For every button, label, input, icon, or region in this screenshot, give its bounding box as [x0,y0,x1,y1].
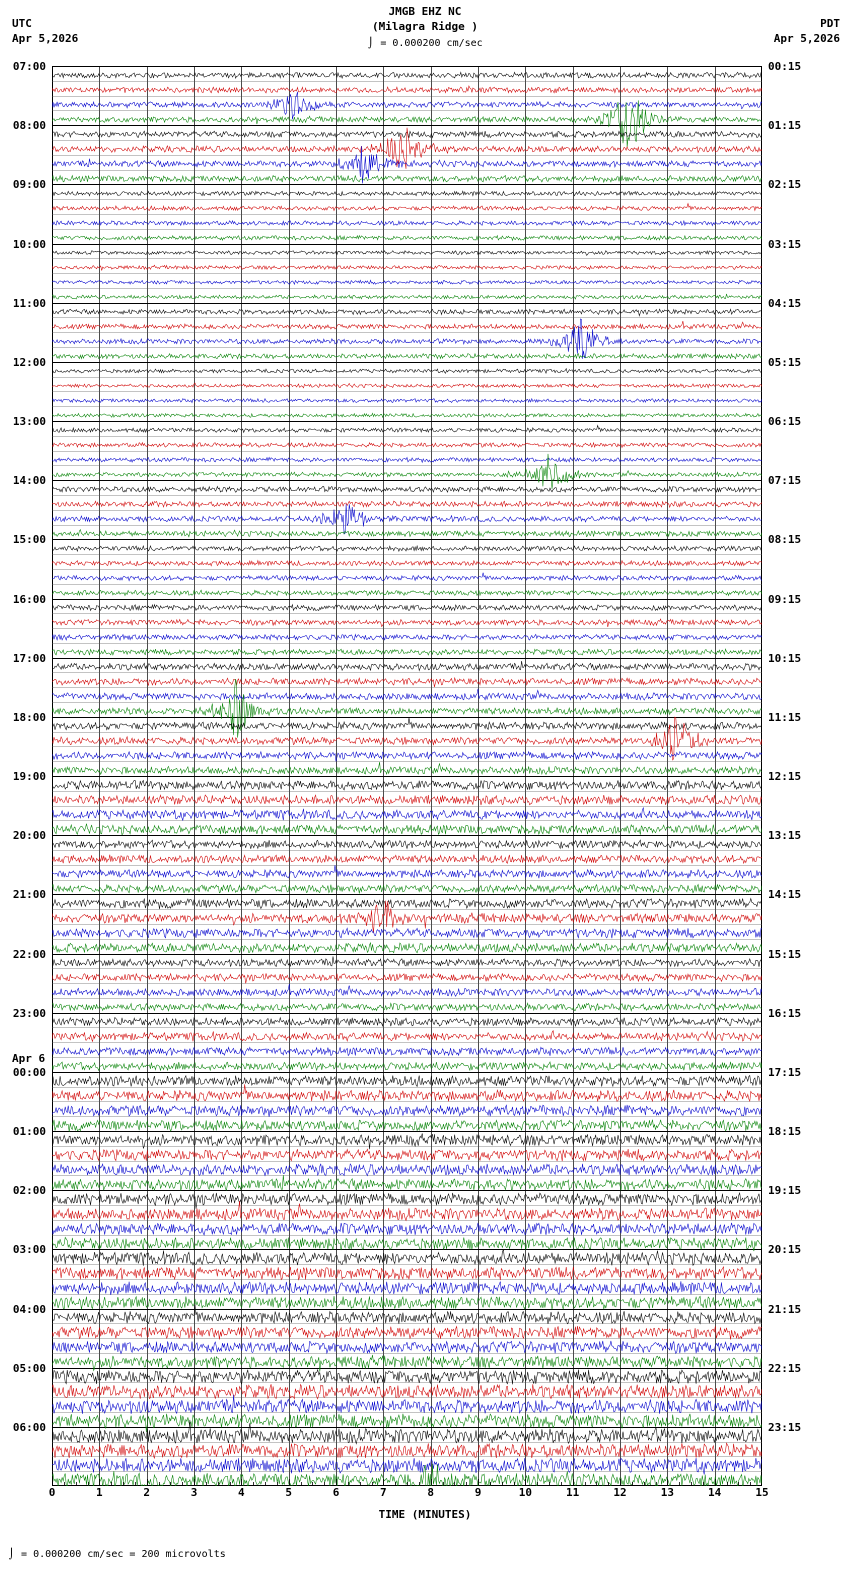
trace-line [52,590,762,596]
trace-line [52,840,762,849]
utc-hour-label: 23:00 [12,1006,46,1020]
trace-line [52,86,762,93]
x-tick-label: 6 [332,1486,340,1499]
x-tick-label: 11 [566,1486,580,1499]
trace-line [52,795,762,805]
trace-line [52,294,762,299]
utc-hour-label: 16:00 [12,592,46,606]
trace-line [52,354,762,359]
trace-line [52,956,762,966]
trace-line [52,1237,762,1251]
trace-line [52,943,762,953]
trace-line [52,457,762,462]
utc-hour-label: 20:00 [12,829,46,843]
footer-note-text: = 0.000200 cm/sec = 200 microvolts [21,1549,226,1560]
x-tick-label: 7 [380,1486,387,1499]
trace-line [52,901,762,933]
station-title-block [0,4,850,34]
trace-line [52,1341,762,1354]
trace-line [52,718,762,730]
pdt-hour-label: 20:15 [768,1243,802,1257]
pdt-hour-label: 10:15 [768,651,802,665]
trace-line [52,204,762,211]
utc-hour-label: 04:00 [12,1302,46,1316]
x-tick-label: 12 [613,1486,627,1499]
trace-line [52,678,762,687]
utc-hour-label: 18:00 [12,710,46,724]
x-tick-label: 1 [96,1486,103,1499]
trace-line [52,72,762,78]
page-title: JMGB EHZ NC [388,5,462,18]
utc-hour-label: 17:00 [12,651,46,665]
helicorder-plot [52,66,762,1486]
x-tick-label: 9 [474,1486,482,1499]
utc-label: UTC [12,17,32,30]
trace-line [52,898,762,909]
utc-date: Apr 5,2026 [12,32,79,45]
trace-line [52,679,762,738]
scale-legend [0,38,850,49]
trace-line [52,619,762,627]
trace-line [52,884,762,893]
trace-line [52,369,762,374]
trace-line [52,92,762,120]
trace-line [52,501,762,507]
x-tick-label: 3 [190,1486,198,1499]
utc-hour-label: 22:00 [12,947,46,961]
trace-line [52,1018,762,1027]
trace-line [52,808,762,821]
x-tick-label: 13 [660,1486,674,1499]
x-axis-title: TIME (MINUTES) [378,1508,472,1521]
trace-line [52,1458,762,1474]
pdt-header [774,16,840,46]
trace-line [52,824,762,835]
utc-hour-label: 19:00 [12,770,46,783]
trace-line [52,928,762,938]
x-tick-label: 8 [427,1486,434,1499]
trace-line [52,425,762,432]
trace-line [52,1175,762,1190]
pdt-hour-label: 09:15 [768,592,802,606]
trace-line [52,1149,762,1161]
pdt-hour-label: 15:15 [768,947,802,961]
trace-line [52,221,762,226]
trace-line [52,634,762,640]
trace-line [52,1443,762,1458]
trace-line [52,605,762,611]
pdt-hour-label: 17:15 [768,1065,802,1079]
x-tick-label: 2 [143,1486,150,1499]
trace-line [52,1062,762,1071]
pdt-hour-label: 07:15 [768,474,802,488]
utc-hour-label: 14:00 [12,474,46,488]
trace-line [52,191,762,196]
trace-line [52,251,762,256]
utc-hour-label: 00:00 [12,1065,46,1079]
pdt-hour-label: 01:15 [768,119,802,133]
trace-line [52,973,762,983]
trace-line [52,762,762,774]
trace-line [52,855,762,864]
trace-line [52,1084,762,1101]
trace-line [52,486,762,492]
trace-line [52,1031,762,1042]
pdt-hour-label: 04:15 [768,296,802,310]
trace-line [52,865,762,878]
trace-line [52,1164,762,1176]
pdt-hour-label: 21:15 [768,1302,802,1316]
utc-hour-label: 21:00 [12,888,46,902]
pdt-label: PDT [820,17,840,30]
pdt-hour-label: 16:15 [768,1006,802,1020]
trace-line [52,530,762,537]
trace-line [52,1047,762,1056]
trace-line [52,399,762,403]
trace-line [52,1105,762,1117]
trace-line [52,1193,762,1209]
utc-hour-label: 08:00 [12,119,46,133]
trace-line [52,1223,762,1235]
trace-line [52,504,762,534]
trace-line [52,661,762,670]
trace-line [52,1370,762,1385]
utc-hour-label: 13:00 [12,415,46,428]
x-tick-label: 15 [755,1486,769,1499]
trace-line [52,752,762,762]
pdt-hour-label: 23:15 [768,1420,802,1434]
utc-hour-label: 07:00 [12,60,46,73]
pdt-hour-label: 12:15 [768,770,802,783]
trace-line [52,383,762,388]
trace-line [52,1326,762,1339]
x-tick-label: 14 [708,1486,722,1499]
utc-hour-label: 03:00 [12,1243,46,1257]
pdt-hour-label: 03:15 [768,237,802,251]
trace-line [52,984,762,996]
pdt-hour-label: 06:15 [768,415,802,428]
utc-hour-label: 11:00 [12,296,46,310]
trace-line [52,649,762,655]
trace-line [52,561,762,566]
scale-legend-text: = 0.000200 cm/sec [380,38,483,49]
pdt-hour-label: 13:15 [768,829,802,843]
utc-hour-label: 15:00 [12,533,46,547]
x-tick-label: 0 [48,1486,56,1499]
trace-line [52,1296,762,1309]
trace-line [52,689,762,700]
trace-line [52,1384,762,1399]
scale-ibeam-icon: ⌡ [367,38,374,49]
pdt-date: Apr 5,2026 [773,32,840,45]
new-day-label: Apr 6 [12,1051,46,1065]
trace-line [52,1281,762,1295]
trace-line [52,1075,762,1086]
x-tick-label: 5 [285,1486,292,1499]
x-tick-label: 10 [518,1486,532,1499]
utc-hour-label: 12:00 [12,355,46,369]
utc-hour-label: 01:00 [12,1125,46,1138]
trace-line [52,573,762,581]
utc-hour-label: 06:00 [12,1420,46,1434]
pdt-hour-label: 19:15 [768,1184,802,1198]
utc-hour-label: 09:00 [12,178,46,192]
station-subtitle: (Milagra Ridge ) [372,20,478,33]
trace-line [52,1120,762,1132]
trace-line [52,780,762,790]
pdt-hour-label: 18:15 [768,1125,802,1138]
pdt-hour-label: 11:15 [768,710,802,724]
trace-line [52,236,762,241]
trace-line [52,175,762,182]
trace-line [52,443,762,448]
trace-line [52,128,762,169]
trace-line [52,1305,762,1324]
pdt-hour-label: 05:15 [768,355,802,369]
footer-note [8,1549,226,1560]
x-tick-label: 4 [238,1486,245,1499]
chart-header [0,0,850,58]
trace-line [52,319,762,359]
trace-line [52,280,762,284]
pdt-hour-label: 00:15 [768,60,802,73]
utc-hour-label: 02:00 [12,1184,46,1198]
trace-line [52,265,762,270]
trace-line [52,1249,762,1265]
trace-line [52,1003,762,1011]
trace-line [52,1355,762,1372]
pdt-hour-label: 22:15 [768,1361,802,1375]
x-axis-ticks [48,1486,769,1504]
utc-hour-label: 10:00 [12,237,46,251]
utc-hour-label: 05:00 [12,1361,46,1375]
pdt-hour-label: 08:15 [768,533,802,547]
trace-line [52,1267,762,1280]
trace-line [52,1395,762,1414]
trace-line [52,546,762,551]
footer-ibeam-icon: ⌡ [8,1549,15,1560]
trace-line [52,309,762,316]
pdt-hour-label: 14:15 [768,888,802,902]
trace-line [52,1420,762,1444]
trace-line [52,1133,762,1149]
trace-line [52,321,762,329]
trace-line [52,413,762,417]
pdt-hour-label: 02:15 [768,178,802,192]
